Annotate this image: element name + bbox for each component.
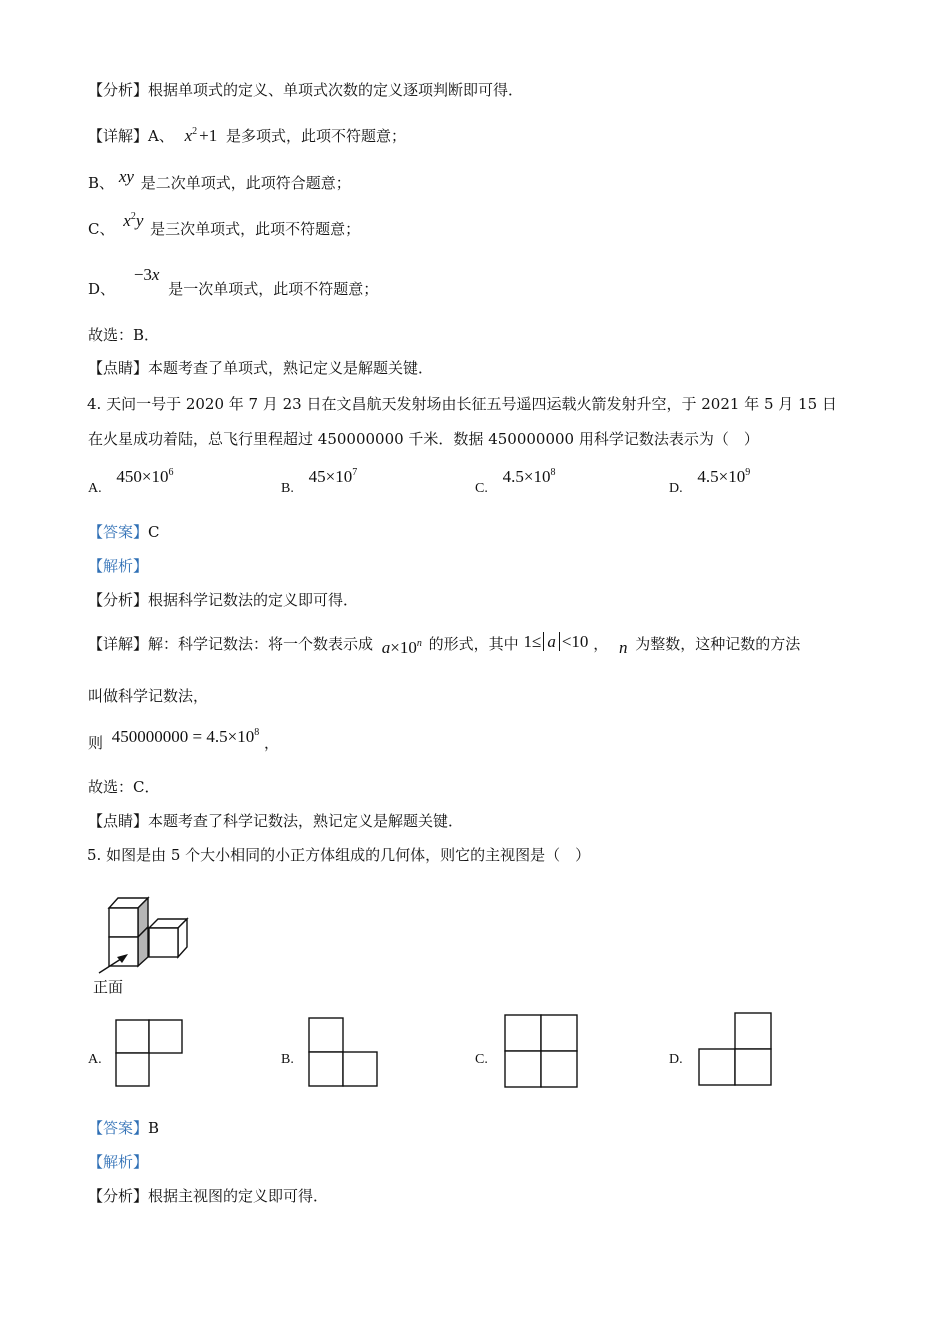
q4-ineq-left: 1≤	[523, 632, 542, 651]
optB-sq1	[309, 1018, 343, 1052]
q5-front-label: 正面	[93, 978, 124, 996]
q3-analysis: 【分析】根据单项式的定义、单项式次数的定义逐项判断即可得．	[88, 81, 524, 99]
optC-sq1	[505, 1015, 541, 1051]
optB-sq2	[309, 1052, 343, 1086]
q3-a-exp: 2	[192, 126, 198, 137]
q3-c-x: x	[123, 211, 131, 230]
q3-c-exp: 2	[130, 211, 136, 222]
q5-option-b-figure	[309, 1018, 377, 1086]
q5-analysis-tag: 【解析】	[88, 1153, 149, 1171]
q4-option-d-exp: 9	[745, 467, 751, 478]
q3-d-text: 是一次单项式，此项不符题意；	[168, 280, 379, 298]
q4-equation-exp: 8	[254, 727, 260, 738]
q4-equation-end: ，	[264, 734, 280, 752]
optD-sq1	[735, 1013, 771, 1049]
q4-option-c-label: C.	[475, 481, 488, 496]
q4-option-d-label: D.	[669, 481, 683, 496]
q5-analysis: 【分析】根据主视图的定义即可得．	[88, 1187, 329, 1205]
q4-comment: 【点睛】本题考查了科学记数法，熟记定义是解题关键．	[88, 812, 464, 830]
q5-answer-tag: 【答案】	[88, 1119, 149, 1137]
q3-b-math: xy	[118, 167, 134, 186]
optD-sq2	[699, 1049, 735, 1085]
q5-option-a[interactable]: A.	[88, 1052, 102, 1067]
optC-sq4	[541, 1051, 577, 1087]
q4-analysis: 【分析】根据科学记数法的定义即可得．	[88, 591, 359, 609]
q4-ineq-right: <10	[561, 632, 589, 651]
q4-ineq-a: a	[547, 632, 556, 651]
q3-conclusion: 故选：B．	[88, 326, 160, 344]
q4-detail-mul10: ×10	[390, 638, 417, 657]
q5-answer-value: B	[148, 1119, 160, 1137]
q3-a-x: x	[184, 126, 193, 145]
q3-b-label: B、	[88, 174, 115, 192]
q3-c-y: y	[135, 211, 144, 230]
q4-option-c-exp: 8	[550, 467, 556, 478]
q4-option-a-label: A.	[88, 481, 102, 496]
q5-option-d-figure	[699, 1013, 771, 1085]
q4-equation-base: 450000000 = 4.5×10	[111, 727, 255, 746]
q4-then: 则	[88, 734, 104, 752]
q4-analysis-tag: 【解析】	[88, 557, 149, 575]
q3-c-label: C、	[88, 220, 115, 238]
q4-detail-text4: 为整数，这种记数的方法	[635, 635, 801, 653]
q4-option-d-base: 4.5×10	[697, 467, 746, 486]
optC-sq2	[541, 1015, 577, 1051]
q4-detail-line2: 叫做科学记数法，	[88, 687, 209, 705]
optA-sq1	[116, 1020, 149, 1053]
q4-detail-n2: n	[618, 638, 628, 657]
q4-option-a-exp: 6	[168, 467, 174, 478]
q4-conclusion: 故选：C．	[88, 778, 160, 796]
q4-detail-text2: 的形式，其中	[428, 635, 519, 653]
q3-a-rest: +1	[199, 126, 218, 145]
q3-detail-prefix: 【详解】A、	[88, 127, 174, 145]
q4-option-c-base: 4.5×10	[502, 467, 551, 486]
q5-answer	[88, 1118, 159, 1138]
q3-d-label: D、	[88, 280, 116, 298]
q4-detail-text3: ，	[593, 635, 609, 653]
optD-sq3	[735, 1049, 771, 1085]
q3-d-minus3: −3	[133, 265, 152, 284]
optB-sq3	[343, 1052, 377, 1086]
cube-back-front	[149, 928, 178, 957]
q5-option-a-figure	[116, 1020, 182, 1086]
q4-stem-line2: 在火星成功着陆，总飞行里程超过 450000000 千米．数据 450000000 用科学记数法表示为（ ）	[88, 430, 759, 448]
q3-comment: 【点睛】本题考查了单项式，熟记定义是解题关键．	[88, 359, 434, 377]
q3-b-text: 是二次单项式，此项符合题意；	[140, 174, 351, 192]
q4-option-b-label: B.	[281, 481, 294, 496]
q5-option-c-figure	[505, 1015, 577, 1087]
q4-option-a-base: 450×10	[116, 467, 169, 486]
q3-d-x: x	[151, 265, 160, 284]
q4-detail-n: n	[416, 638, 422, 649]
q3-a-text: 是多项式，此项不符题意；	[226, 127, 407, 145]
q5-stem: 5. 如图是由 5 个大小相同的小正方体组成的几何体，则它的主视图是（ ）	[87, 846, 591, 864]
optA-sq3	[116, 1053, 149, 1086]
cube-top-front	[109, 908, 138, 937]
q4-option-b-exp: 7	[352, 467, 358, 478]
q5-option-b[interactable]: B.	[281, 1052, 294, 1067]
q3-c-text: 是三次单项式，此项不符题意；	[150, 220, 361, 238]
optA-sq2	[149, 1020, 182, 1053]
q4-option-b-base: 45×10	[308, 467, 353, 486]
q4-answer-value: C	[148, 523, 160, 541]
optC-sq3	[505, 1051, 541, 1087]
q4-detail-text1: 【详解】解：科学记数法：将一个数表示成	[88, 635, 374, 653]
q4-detail-a: a	[381, 638, 391, 657]
q5-option-c[interactable]: C.	[475, 1052, 488, 1067]
q5-option-d[interactable]: D.	[669, 1052, 683, 1067]
cube-bottom-front	[109, 937, 138, 966]
q4-stem-line1: 4. 天问一号于 2020 年 7 月 23 日在文昌航天发射场由长征五号遥四运载火箭发射升空，于 2021 年 5 月 15 日	[87, 395, 837, 413]
q4-answer-tag: 【答案】	[88, 523, 149, 541]
